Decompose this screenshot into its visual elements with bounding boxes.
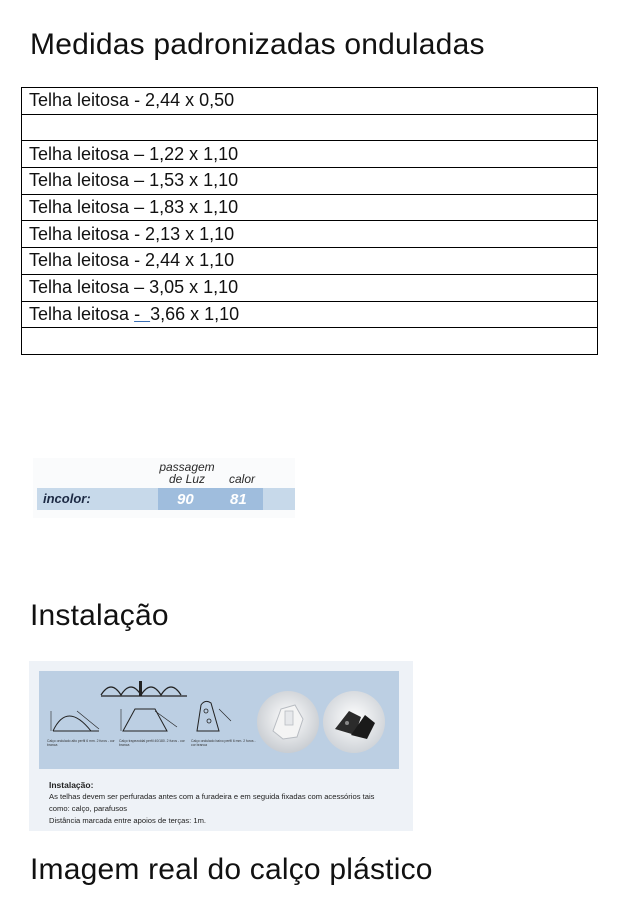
table-cell: Telha leitosa - 2,13 x 1,10 <box>22 221 598 248</box>
cell-text: Telha leitosa <box>29 303 135 324</box>
table-row <box>22 248 598 275</box>
table-cell <box>22 328 598 355</box>
table-row <box>22 88 598 115</box>
table-cell <box>22 114 598 141</box>
table-row <box>22 141 598 168</box>
real-image-heading: Imagem real do calço plástico <box>30 853 433 886</box>
table-row <box>22 301 598 328</box>
black-spacer-photo <box>321 689 387 755</box>
wave-spacer-icon <box>47 703 109 735</box>
table-row <box>22 221 598 248</box>
spacer-caption: Calço trapezoidal perfil 40/180. 2 furos - cor branca <box>119 739 185 747</box>
installation-text-line: Distância marcada entre apoios de terças: 1m. <box>49 816 207 825</box>
row-label: incolor: <box>43 491 91 506</box>
light-header-line: passagem <box>159 460 215 474</box>
low-spacer-icon <box>191 697 239 735</box>
table-cell: Telha leitosa - 2,44 x 1,10 <box>22 248 598 275</box>
table-row <box>22 168 598 195</box>
table-cell <box>22 301 598 328</box>
cell-text: 3,66 x 1,10 <box>150 303 240 324</box>
installation-text-title: Instalação: <box>49 780 94 790</box>
trapezoid-spacer-icon <box>117 703 181 735</box>
table-cell: Telha leitosa – 1,53 x 1,10 <box>22 168 598 195</box>
light-header <box>155 461 219 485</box>
table-row <box>22 114 598 141</box>
value-band-highlight <box>158 488 263 510</box>
table-row <box>22 274 598 301</box>
table-row <box>22 328 598 355</box>
heat-header: calor <box>228 472 255 486</box>
table-cell: Telha leitosa – 1,22 x 1,10 <box>22 141 598 168</box>
light-value: 90 <box>177 491 194 508</box>
installation-text <box>49 779 404 827</box>
light-transmission-table <box>33 458 295 518</box>
light-header-line: de Luz <box>168 472 206 486</box>
table-cell: Telha leitosa – 3,05 x 1,10 <box>22 274 598 301</box>
heat-value: 81 <box>230 491 247 508</box>
installation-text-line: como: calço, parafusos <box>49 804 128 813</box>
white-spacer-photo <box>255 689 321 755</box>
table-cell: Telha leitosa - 2,44 x 0,50 <box>22 88 598 115</box>
installation-text-line: As telhas devem ser perfuradas antes com a furadeira e em seguida fixadas com acessórios tais <box>49 792 375 801</box>
spacer-caption: Calço ondulado alto perfil 6 mm. 2 furos - cor branca <box>47 739 115 747</box>
spacer-caption: Calço ondulado baixo perfil 6 mm. 2 furos - cor branca <box>191 739 256 747</box>
page-title: Medidas padronizadas onduladas <box>30 28 485 61</box>
cell-text-underlined: - <box>134 303 151 324</box>
installation-figure <box>29 661 413 831</box>
roof-profile-icon <box>99 675 189 699</box>
sizes-table <box>21 87 598 355</box>
table-cell: Telha leitosa – 1,83 x 1,10 <box>22 194 598 221</box>
install-heading: Instalação <box>30 599 169 632</box>
table-row <box>22 194 598 221</box>
